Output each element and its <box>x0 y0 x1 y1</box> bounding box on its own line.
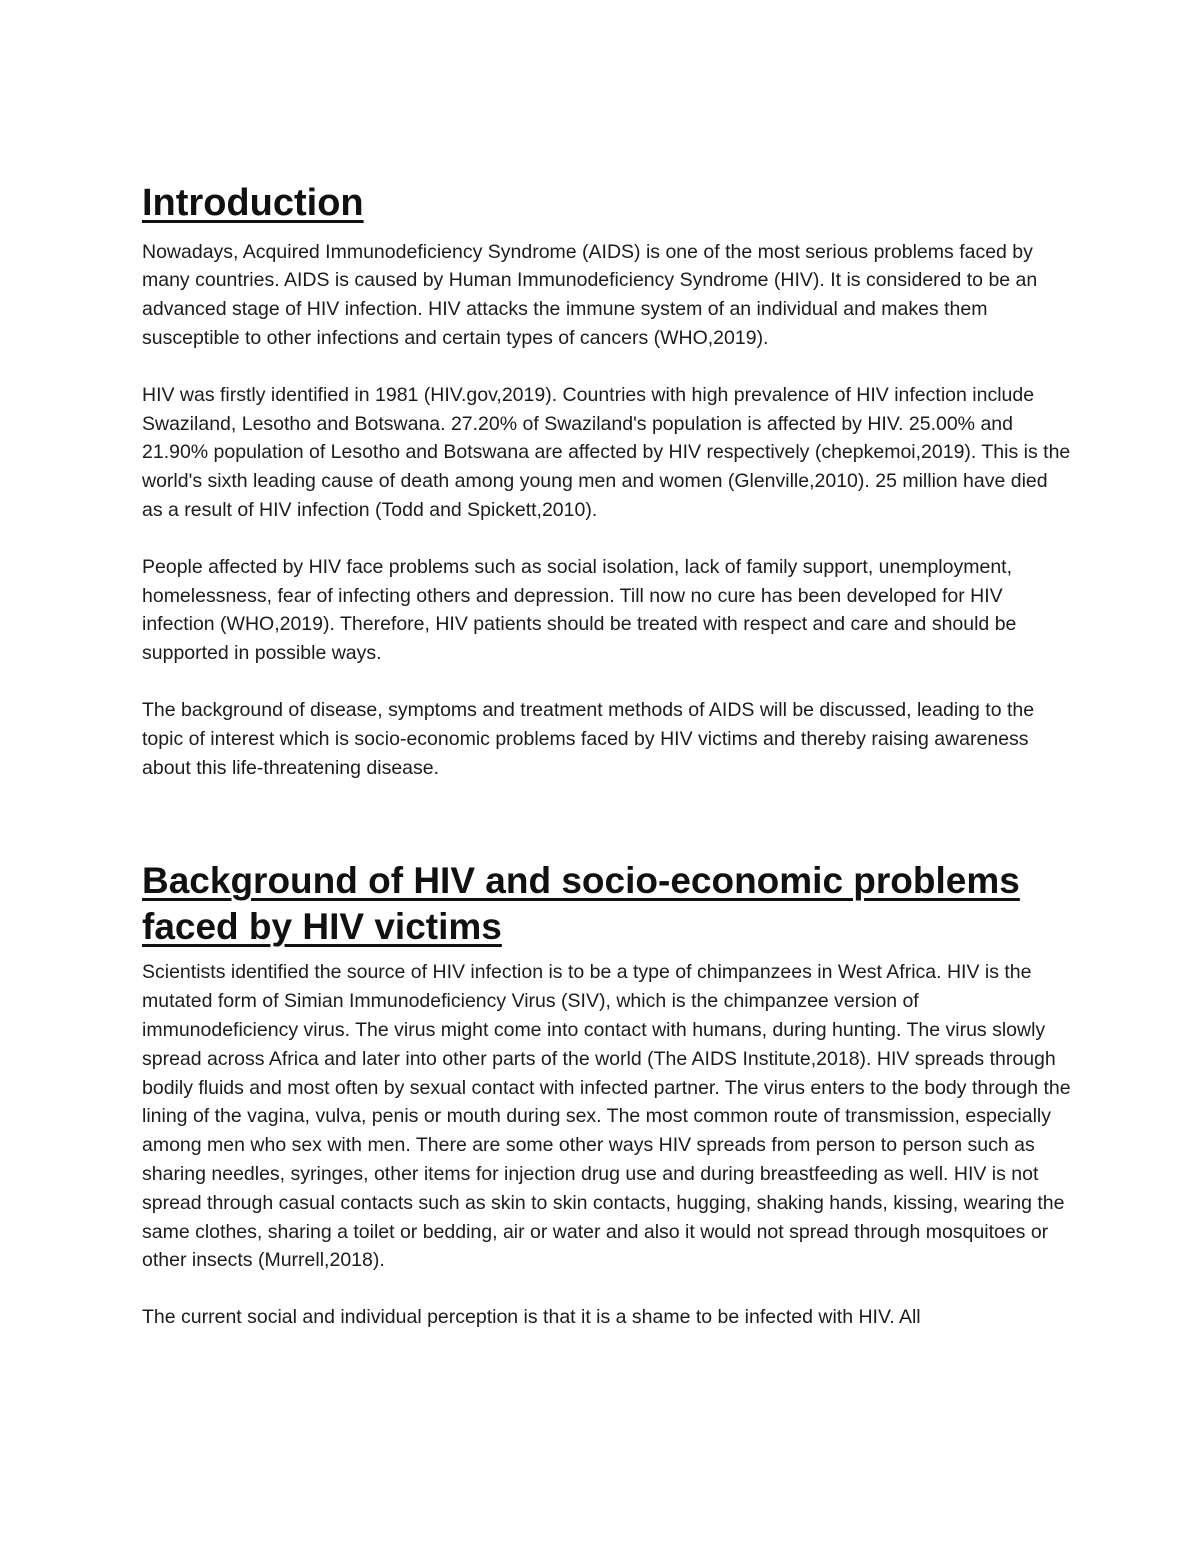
intro-paragraph-3: People affected by HIV face problems such as social isolation, lack of family support, unemployment, homelessness, fear of infecting others and depression. Till now no cure has been developed for HIV infection (WHO,2019). Therefore, HIV patients should be treated with respect and care and should be supported in possible ways. <box>142 555 1017 665</box>
document-body <box>142 182 1072 1332</box>
intro-paragraph-1: Nowadays, Acquired Immunodeficiency Syndrome (AIDS) is one of the most serious problems faced by many countries. AIDS is caused by Human Immunodeficiency Syndrome (HIV). It is considered to be an advanced stage of HIV infection. HIV attacks the immune system of an individual and makes them susceptible to other infections and certain types of cancers (WHO,2019). <box>142 240 1038 350</box>
intro-paragraph-2: HIV was firstly identified in 1981 (HIV.gov,2019). Countries with high prevalence of HIV infection include Swaziland, Lesotho and Botswana. 27.20% of Swaziland's population is affected by HIV. 25.00% and 21.90% population of Lesotho and Botswana are affected by HIV respectively (chepkemoi,2019). This is the world's sixth leading cause of death among young men and women (Glenville,2010). 25 million have died as a result of HIV infection (Todd and Spickett,2010). <box>142 383 1071 522</box>
background-paragraph-2: The current social and individual perception is that it is a shame to be infected with HIV. All <box>142 1306 921 1329</box>
introduction-heading: Introduction <box>142 182 364 224</box>
intro-paragraph-4: The background of disease, symptoms and treatment methods of AIDS will be discussed, leading to the topic of interest which is socio-economic problems faced by HIV victims and thereby raising awareness about this life-threatening disease. <box>142 699 1035 779</box>
background-paragraph-1: Scientists identified the source of HIV infection is to be a type of chimpanzees in West Africa. HIV is the mutated form of Simian Immunodeficiency Virus (SIV), which is the chimpanzee version of immunodeficiency virus. The virus might come into contact with humans, during hunting. The virus slowly spread across Africa and later into other parts of the world (The AIDS Institute,2018). HIV spreads through bodily fluids and most often by sexual contact with infected partner. The virus enters to the body through the lining of the vagina, vulva, penis or mouth during sex. The most common route of transmission, especially among men who sex with men. There are some other ways HIV spreads from person to person such as sharing needles, syringes, other items for injection drug use and during breastfeeding as well. HIV is not spread through casual contacts such as skin to skin contacts, hugging, shaking hands, kissing, wearing the same clothes, sharing a toilet or bedding, air or water and also it would not spread through mosquitoes or other insects (Murrell,2018). <box>142 961 1071 1272</box>
background-heading: Background of HIV and socio-economic problems faced by HIV victims <box>142 860 1020 948</box>
